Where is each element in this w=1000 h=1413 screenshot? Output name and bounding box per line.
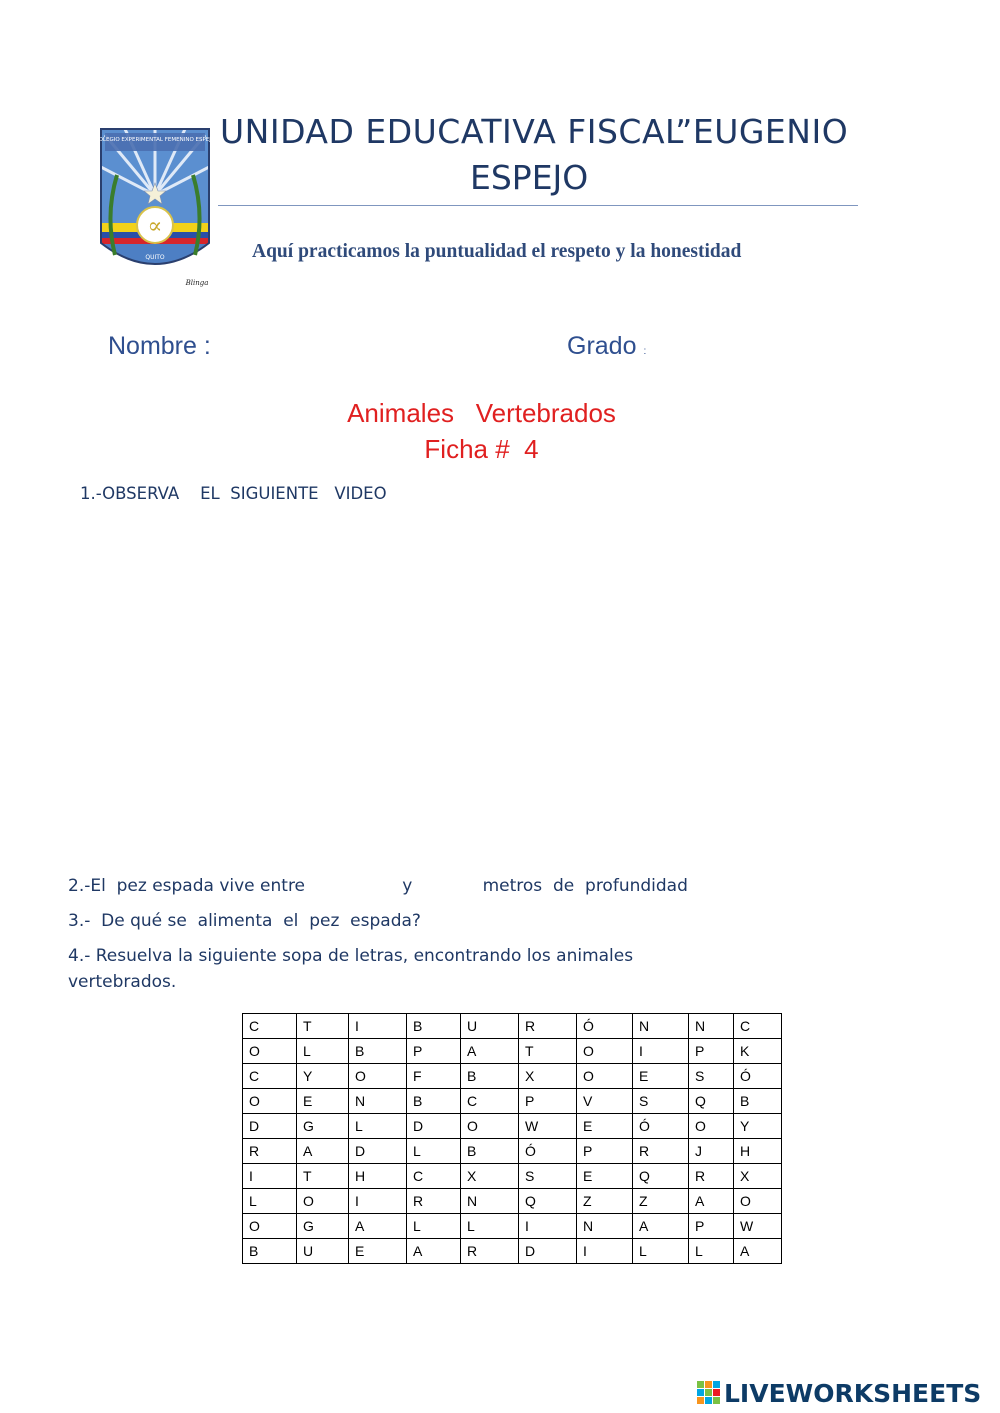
word-search-cell: A bbox=[349, 1214, 407, 1239]
word-search-cell: Z bbox=[577, 1189, 633, 1214]
word-search-cell: Q bbox=[689, 1089, 734, 1114]
word-search-cell: Z bbox=[633, 1189, 689, 1214]
word-search-cell: S bbox=[689, 1064, 734, 1089]
svg-text:QUITO: QUITO bbox=[145, 254, 165, 261]
word-search-row bbox=[243, 1089, 782, 1114]
word-search-cell: A bbox=[407, 1239, 461, 1264]
word-search-cell: Ó bbox=[633, 1114, 689, 1139]
word-search-cell: N bbox=[349, 1089, 407, 1114]
school-crest-icon bbox=[95, 125, 215, 290]
word-search-cell: L bbox=[689, 1239, 734, 1264]
word-search-cell: A bbox=[461, 1039, 519, 1064]
word-search-cell: B bbox=[407, 1014, 461, 1039]
question-3: 3.- De qué se alimenta el pez espada? bbox=[68, 911, 421, 931]
worksheet-subtitle: Ficha # 4 bbox=[424, 434, 539, 464]
word-search-cell: P bbox=[407, 1039, 461, 1064]
word-search-cell: N bbox=[633, 1014, 689, 1039]
word-search-cell: Q bbox=[633, 1164, 689, 1189]
word-search-cell: D bbox=[407, 1114, 461, 1139]
word-search-grid bbox=[242, 1013, 782, 1264]
word-search-cell: L bbox=[407, 1139, 461, 1164]
word-search-cell: I bbox=[577, 1239, 633, 1264]
word-search-cell: G bbox=[297, 1114, 349, 1139]
word-search-cell: O bbox=[297, 1189, 349, 1214]
word-search-cell: O bbox=[577, 1039, 633, 1064]
school-title-line-1: UNIDAD EDUCATIVA FISCAL”EUGENIO bbox=[220, 112, 849, 151]
word-search-cell: Q bbox=[519, 1189, 577, 1214]
word-search-row bbox=[243, 1239, 782, 1264]
word-search-cell: L bbox=[243, 1189, 297, 1214]
word-search-cell: X bbox=[519, 1064, 577, 1089]
liveworksheets-text: LIVEWORKSHEETS bbox=[724, 1378, 982, 1408]
word-search-cell: E bbox=[349, 1239, 407, 1264]
word-search-cell: W bbox=[734, 1214, 782, 1239]
word-search-cell: A bbox=[689, 1189, 734, 1214]
word-search-cell: T bbox=[519, 1039, 577, 1064]
nombre-label: Nombre : bbox=[108, 332, 211, 360]
word-search-cell: A bbox=[734, 1239, 782, 1264]
word-search-cell: N bbox=[689, 1014, 734, 1039]
word-search-cell: S bbox=[633, 1089, 689, 1114]
word-search-cell: B bbox=[407, 1089, 461, 1114]
question-4: 4.- Resuelva la siguiente sopa de letras, encontrando los animales vertebrados. bbox=[68, 946, 634, 992]
word-search-row bbox=[243, 1014, 782, 1039]
word-search-cell: L bbox=[633, 1239, 689, 1264]
word-search-cell: P bbox=[689, 1214, 734, 1239]
word-search-cell: U bbox=[461, 1014, 519, 1039]
word-search-cell: J bbox=[689, 1139, 734, 1164]
word-search-cell: R bbox=[461, 1239, 519, 1264]
word-search-cell: R bbox=[519, 1014, 577, 1039]
word-search-cell: L bbox=[407, 1214, 461, 1239]
word-search-cell: Ó bbox=[577, 1014, 633, 1039]
word-search-cell: P bbox=[689, 1039, 734, 1064]
word-search-cell: U bbox=[297, 1239, 349, 1264]
word-search-cell: O bbox=[577, 1064, 633, 1089]
word-search-cell: S bbox=[519, 1164, 577, 1189]
word-search-cell: K bbox=[734, 1039, 782, 1064]
word-search-cell: A bbox=[297, 1139, 349, 1164]
word-search-cell: O bbox=[243, 1089, 297, 1114]
word-search-cell: I bbox=[633, 1039, 689, 1064]
word-search-cell: W bbox=[519, 1114, 577, 1139]
word-search-cell: O bbox=[243, 1039, 297, 1064]
svg-text:COLEGIO EXPERIMENTAL FEMENINO: COLEGIO EXPERIMENTAL FEMENINO ESPEJO bbox=[95, 137, 215, 143]
word-search-cell: T bbox=[297, 1014, 349, 1039]
word-search-cell: D bbox=[243, 1114, 297, 1139]
word-search-row bbox=[243, 1139, 782, 1164]
word-search-cell: I bbox=[519, 1214, 577, 1239]
word-search-cell: N bbox=[577, 1214, 633, 1239]
grado-text: Grado bbox=[567, 332, 637, 360]
word-search-row bbox=[243, 1114, 782, 1139]
word-search-cell: E bbox=[297, 1089, 349, 1114]
liveworksheets-logo-icon bbox=[697, 1381, 721, 1405]
word-search-cell: D bbox=[519, 1239, 577, 1264]
word-search-cell: O bbox=[461, 1114, 519, 1139]
word-search-cell: O bbox=[349, 1064, 407, 1089]
word-search-cell: R bbox=[407, 1189, 461, 1214]
word-search-cell: G bbox=[297, 1214, 349, 1239]
word-search-cell: B bbox=[243, 1239, 297, 1264]
word-search-cell: E bbox=[633, 1064, 689, 1089]
word-search-cell: C bbox=[461, 1089, 519, 1114]
question-1: 1.-OBSERVA EL SIGUIENTE VIDEO bbox=[80, 484, 387, 503]
word-search-cell: B bbox=[349, 1039, 407, 1064]
word-search-row bbox=[243, 1164, 782, 1189]
word-search-cell: R bbox=[633, 1139, 689, 1164]
word-search-cell: H bbox=[349, 1164, 407, 1189]
word-search-cell: I bbox=[349, 1189, 407, 1214]
word-search-cell: C bbox=[243, 1064, 297, 1089]
worksheet-title: Animales Vertebrados bbox=[347, 398, 616, 428]
word-search-cell: Y bbox=[734, 1114, 782, 1139]
word-search-cell: B bbox=[461, 1064, 519, 1089]
word-search-cell: X bbox=[734, 1164, 782, 1189]
word-search-cell: C bbox=[243, 1014, 297, 1039]
liveworksheets-branding bbox=[697, 1376, 981, 1410]
svg-text:Blinga: Blinga bbox=[185, 279, 209, 287]
word-search-cell: F bbox=[407, 1064, 461, 1089]
word-search-cell: E bbox=[577, 1114, 633, 1139]
grado-colon: : bbox=[643, 346, 647, 357]
header-divider bbox=[218, 205, 858, 206]
word-search-cell: V bbox=[577, 1089, 633, 1114]
word-search-cell: O bbox=[734, 1189, 782, 1214]
word-search-cell: E bbox=[577, 1164, 633, 1189]
question-2: 2.-El pez espada vive entre y metros de profundidad bbox=[68, 876, 688, 896]
word-search-row bbox=[243, 1064, 782, 1089]
word-search-cell: C bbox=[407, 1164, 461, 1189]
word-search-cell: I bbox=[349, 1014, 407, 1039]
word-search-cell: Ó bbox=[519, 1139, 577, 1164]
word-search-cell: L bbox=[461, 1214, 519, 1239]
word-search-cell: N bbox=[461, 1189, 519, 1214]
word-search-cell: B bbox=[461, 1139, 519, 1164]
word-search-cell: I bbox=[243, 1164, 297, 1189]
word-search-row bbox=[243, 1189, 782, 1214]
word-search-cell: A bbox=[633, 1214, 689, 1239]
svg-text:∝: ∝ bbox=[147, 214, 163, 239]
word-search-cell: R bbox=[689, 1164, 734, 1189]
word-search-cell: D bbox=[349, 1139, 407, 1164]
word-search-row bbox=[243, 1214, 782, 1239]
word-search-cell: Ó bbox=[734, 1064, 782, 1089]
word-search-cell: O bbox=[243, 1214, 297, 1239]
word-search-cell: T bbox=[297, 1164, 349, 1189]
school-title-line-2: ESPEJO bbox=[470, 158, 589, 197]
word-search-cell: O bbox=[689, 1114, 734, 1139]
word-search-cell: P bbox=[577, 1139, 633, 1164]
word-search-cell: C bbox=[734, 1014, 782, 1039]
word-search-cell: P bbox=[519, 1089, 577, 1114]
word-search-cell: X bbox=[461, 1164, 519, 1189]
word-search-cell: H bbox=[734, 1139, 782, 1164]
grado-label bbox=[567, 332, 646, 361]
word-search-cell: R bbox=[243, 1139, 297, 1164]
word-search-cell: Y bbox=[297, 1064, 349, 1089]
word-search-cell: B bbox=[734, 1089, 782, 1114]
word-search-cell: L bbox=[297, 1039, 349, 1064]
word-search-row bbox=[243, 1039, 782, 1064]
word-search-cell: L bbox=[349, 1114, 407, 1139]
school-motto: Aquí practicamos la puntualidad el respeto y la honestidad bbox=[252, 241, 742, 262]
